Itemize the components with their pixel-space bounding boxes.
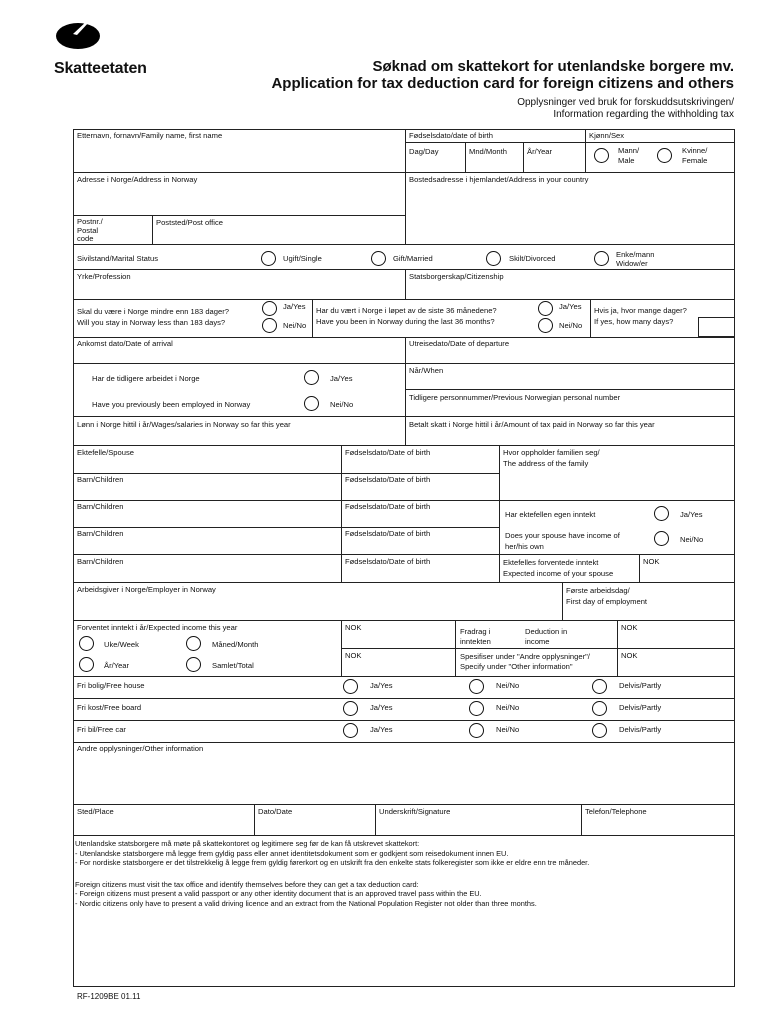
title-norwegian: Søknad om skattekort for utenlandske borgere mv. (372, 58, 734, 75)
worked-no-radio[interactable] (304, 396, 319, 411)
marital-single-radio[interactable] (261, 251, 276, 266)
skatteetaten-logo-icon (54, 18, 102, 50)
family-where-no: Hvor oppholder familien seg/ (503, 448, 600, 457)
spouse-dob-label: Fødselsdato/Date of birth (345, 448, 431, 457)
income-week-radio[interactable] (79, 636, 94, 651)
spouse-income-yes-radio[interactable] (654, 506, 669, 521)
benefit-partly-radio[interactable] (592, 679, 607, 694)
title-english: Application for tax deduction card for foreign citizens and others (271, 75, 734, 92)
sex-male-label: Mann/ Male (618, 146, 640, 165)
other-income-nok-label: NOK (345, 651, 362, 660)
sex-female-label: Kvinne/ Female (682, 146, 708, 165)
spouse-income-en: Does your spouse have income of her/his own (505, 531, 620, 551)
stay-q1-yes-label: Ja/Yes (283, 302, 306, 311)
benefit-partly-radio[interactable] (592, 701, 607, 716)
stay-q2-no: Har du vært i Norge i løpet av de siste 36 månedene? (316, 306, 497, 315)
address-label: Adresse i Norge/Address in Norway (77, 175, 198, 184)
spouse-expected-label: Ektefelles forventede inntekt Expected income of your spouse (503, 558, 614, 578)
when-label: Når/When (409, 366, 444, 375)
income-total-label: Samlet/Total (212, 661, 254, 670)
worked-en-label: Have you previously been employed in Norway (92, 400, 251, 409)
benefit-label: Fri bolig/Free house (77, 681, 145, 690)
departure-label: Utreisedato/Date of departure (409, 339, 510, 348)
benefit-partly-label: Delvis/Partly (619, 703, 662, 712)
child-2-dob-label: Fødselsdato/Date of birth (345, 502, 431, 511)
benefit-yes-label: Ja/Yes (370, 703, 393, 712)
benefit-partly-label: Delvis/Partly (619, 681, 662, 690)
form-code: RF-1209BE 01.11 (77, 992, 141, 1001)
sex-female-radio[interactable] (657, 148, 672, 163)
income-year-radio[interactable] (79, 657, 94, 672)
home-address-label: Bostedsadresse i hjemlandet/Address in your country (409, 175, 589, 184)
benefit-yes-radio[interactable] (343, 701, 358, 716)
other-info-label: Andre opplysninger/Other information (77, 744, 204, 753)
benefit-yes-radio[interactable] (343, 723, 358, 738)
note-no-2: - Utenlandske statsborgere må legge frem gyldig pass eller annet identitetsdokument som er godkjent som reisedokument innen EU. (75, 849, 509, 858)
marital-widow-radio[interactable] (594, 251, 609, 266)
child-4-label: Barn/Children (77, 557, 124, 566)
child-3-label: Barn/Children (77, 529, 124, 538)
note-en-1: Foreign citizens must visit the tax office and identify themselves before they can get a tax deduction card: (75, 880, 419, 889)
child-1-label: Barn/Children (77, 475, 124, 484)
income-month-label: Måned/Month (212, 640, 259, 649)
month-label: Mnd/Month (469, 147, 507, 156)
benefit-no-label: Nei/No (496, 725, 520, 734)
child-2-label: Barn/Children (77, 502, 124, 511)
place-label: Sted/Place (77, 807, 114, 816)
income-total-radio[interactable] (186, 657, 201, 672)
income-nok-label: NOK (345, 623, 362, 632)
worked-yes-label: Ja/Yes (330, 374, 353, 383)
child-4-dob-label: Fødselsdato/Date of birth (345, 557, 431, 566)
marital-divorced-label: Skilt/Divorced (509, 254, 556, 263)
dob-label: Fødselsdato/date of birth (409, 131, 493, 140)
benefit-no-radio[interactable] (469, 701, 484, 716)
deduction-nok-label: NOK (621, 623, 638, 632)
other-info-field[interactable] (76, 756, 732, 800)
spouse-income-yes-label: Ja/Yes (680, 510, 703, 519)
stay-q1-no: Skal du være i Norge mindre enn 183 dager? (77, 307, 229, 316)
benefit-no-label: Nei/No (496, 703, 520, 712)
marital-married-label: Gift/Married (393, 254, 433, 263)
income-month-radio[interactable] (186, 636, 201, 651)
sex-label: Kjønn/Sex (589, 131, 625, 140)
info-norwegian: Opplysninger ved bruk for forskuddsutskrivingen/ (517, 97, 734, 108)
worked-no-label: Har de tidligere arbeidet i Norge (92, 374, 200, 383)
prev-id-label: Tidligere personnummer/Previous Norwegian personal number (409, 393, 621, 402)
benefit-yes-label: Ja/Yes (370, 681, 393, 690)
note-no-3: - For nordiske statsborgere er det tilstrekkelig å legge frem gyldig førerkort og en utskrift fra den enkelte stats folkeregister som ikke er eldre enn tre måneder. (75, 858, 590, 867)
benefit-no-label: Nei/No (496, 681, 520, 690)
spouse-income-no-label: Nei/No (680, 535, 704, 544)
stay-q2-no-label: Nei/No (559, 321, 583, 330)
marital-label: Sivilstand/Marital Status (77, 254, 159, 263)
days-field[interactable] (698, 317, 735, 337)
sex-male-radio[interactable] (594, 148, 609, 163)
stay-q2-yes-radio[interactable] (538, 301, 553, 316)
date-label: Dato/Date (258, 807, 293, 816)
worked-no-option-label: Nei/No (330, 400, 354, 409)
marital-single-label: Ugift/Single (283, 254, 322, 263)
postcode-label: Postnr./ Postal code (77, 217, 103, 243)
benefit-partly-radio[interactable] (592, 723, 607, 738)
tax-paid-label: Betalt skatt i Norge hittil i år/Amount of tax paid in Norway so far this year (409, 420, 655, 429)
stay-q2-yes-label: Ja/Yes (559, 302, 582, 311)
name-field[interactable] (76, 143, 404, 170)
post-office-label: Poststed/Post office (156, 218, 223, 227)
note-en-3: - Nordic citizens only have to present a valid driving licence and an extract from the National Population Register not older than three months. (75, 899, 537, 908)
benefit-no-radio[interactable] (469, 723, 484, 738)
deduction-no-label: Fradrag i inntekten (460, 627, 491, 646)
child-1-dob-label: Fødselsdato/Date of birth (345, 475, 431, 484)
profession-label: Yrke/Profession (77, 272, 131, 281)
employer-label: Arbeidsgiver i Norge/Employer in Norway (77, 585, 216, 594)
spouse-income-no-radio[interactable] (654, 531, 669, 546)
benefit-partly-label: Delvis/Partly (619, 725, 662, 734)
benefit-yes-label: Ja/Yes (370, 725, 393, 734)
stay-q3-en: If yes, how many days? (594, 317, 674, 326)
arrival-label: Ankomst dato/Date of arrival (77, 339, 173, 348)
wages-label: Lønn i Norge hittil i år/Wages/salaries in Norway so far this year (77, 420, 291, 429)
stay-q1-no-label: Nei/No (283, 321, 307, 330)
logo-name: Skatteetaten (54, 60, 147, 77)
day-label: Dag/Day (409, 147, 439, 156)
marital-widow-label: Enke/mann Widow/er (616, 250, 655, 268)
stay-q1-en: Will you stay in Norway less than 183 days? (77, 318, 226, 327)
first-day-label: Første arbeidsdag/ First day of employment (566, 586, 648, 606)
benefit-label: Fri kost/Free board (77, 703, 142, 712)
stay-q3-no: Hvis ja, hvor mange dager? (594, 306, 687, 315)
phone-label: Telefon/Telephone (585, 807, 647, 816)
marital-divorced-radio[interactable] (486, 251, 501, 266)
stay-q1-yes-radio[interactable] (262, 301, 277, 316)
worked-yes-radio[interactable] (304, 370, 319, 385)
benefit-yes-radio[interactable] (343, 679, 358, 694)
note-no-1: Utenlandske statsborgere må møte på skattekontoret og legitimere seg før de kan få utskrevet skattekort: (75, 839, 420, 848)
family-where-en: The address of the family (503, 459, 589, 468)
deduction-en-label: Deduction in income (525, 627, 568, 646)
spouse-income-no: Har ektefellen egen inntekt (505, 510, 596, 519)
name-label: Etternavn, fornavn/Family name, first name (77, 131, 223, 140)
benefit-label: Fri bil/Free car (77, 725, 126, 734)
spouse-nok-label: NOK (643, 557, 660, 566)
child-3-dob-label: Fødselsdato/Date of birth (345, 529, 431, 538)
other-deduction-nok-label: NOK (621, 651, 638, 660)
specify-label: Spesifiser under "Andre opplysninger"/ Specify under "Other information" (460, 652, 590, 671)
expected-income-label: Forventet inntekt i år/Expected income this year (77, 623, 238, 632)
income-week-label: Uke/Week (104, 640, 139, 649)
stay-q2-en: Have you been in Norway during the last 36 months? (316, 317, 495, 326)
stay-q1-no-radio[interactable] (262, 318, 277, 333)
citizenship-label: Statsborgerskap/Citizenship (409, 272, 504, 281)
info-english: Information regarding the withholding tax (553, 109, 734, 120)
benefit-no-radio[interactable] (469, 679, 484, 694)
spouse-label: Ektefelle/Spouse (77, 448, 134, 457)
note-en-2: - Foreign citizens must present a valid passport or any other identity document that is an approved travel pass within the EU. (75, 889, 482, 898)
signature-label: Underskrift/Signature (379, 807, 451, 816)
year-label: År/Year (527, 147, 553, 156)
income-year-label: År/Year (104, 661, 130, 670)
marital-married-radio[interactable] (371, 251, 386, 266)
stay-q2-no-radio[interactable] (538, 318, 553, 333)
